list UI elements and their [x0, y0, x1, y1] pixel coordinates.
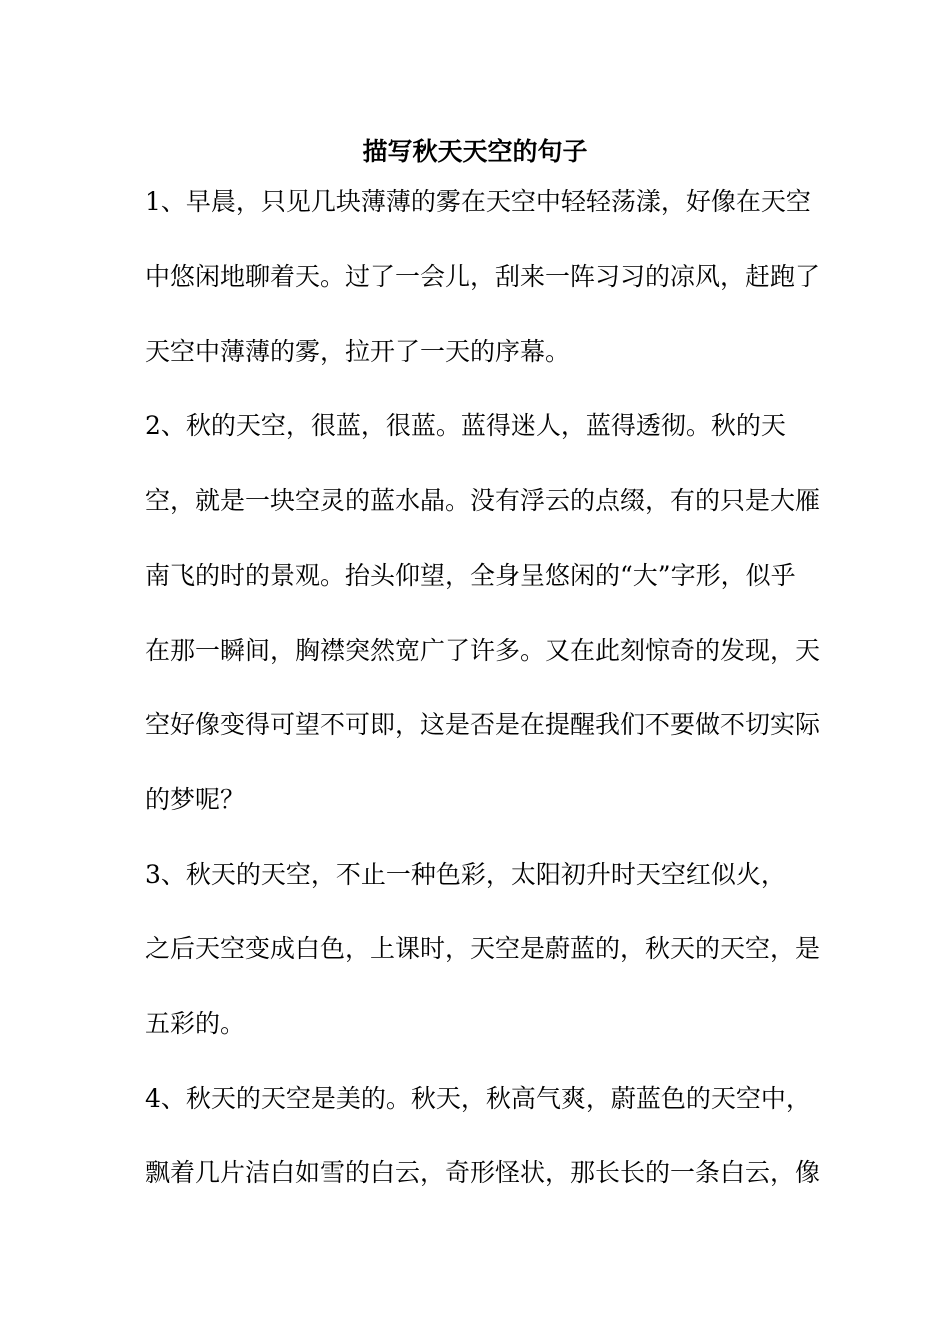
- text-line: 1、早晨，只见几块薄薄的雾在天空中轻轻荡漾，好像在天空: [145, 187, 811, 216]
- text-line: 五彩的。: [145, 1009, 246, 1038]
- text-line: 南飞的时的景观。抬头仰望，全身呈悠闲的“大”字形，似乎: [145, 561, 796, 590]
- text-line: 中悠闲地聊着天。过了一会儿，刮来一阵习习的凉风，赶跑了: [145, 262, 821, 291]
- text-line: 在那一瞬间，胸襟突然宽广了许多。又在此刻惊奇的发现，天: [145, 636, 821, 665]
- text-line: 之后天空变成白色，上课时，天空是蔚蓝的，秋天的天空，是: [145, 934, 821, 963]
- text-line: 2、秋的天空，很蓝，很蓝。蓝得迷人，蓝得透彻。秋的天: [145, 411, 786, 440]
- text-line: 3、秋天的天空，不止一种色彩，太阳初升时天空红似火，: [145, 860, 786, 889]
- document-title: 描写秋天天空的句子: [362, 137, 588, 166]
- text-line: 的梦呢？: [145, 785, 246, 814]
- text-line: 4、秋天的天空是美的。秋天，秋高气爽，蔚蓝色的天空中，: [145, 1084, 811, 1113]
- text-line: 空，就是一块空灵的蓝水晶。没有浮云的点缀，有的只是大雁: [145, 486, 821, 515]
- text-line: 飘着几片洁白如雪的白云，奇形怪状，那长长的一条白云，像: [145, 1158, 821, 1187]
- text-line: 天空中薄薄的雾，拉开了一天的序幕。: [145, 337, 571, 366]
- text-line: 空好像变得可望不可即，这是否是在提醒我们不要做不切实际: [145, 710, 821, 739]
